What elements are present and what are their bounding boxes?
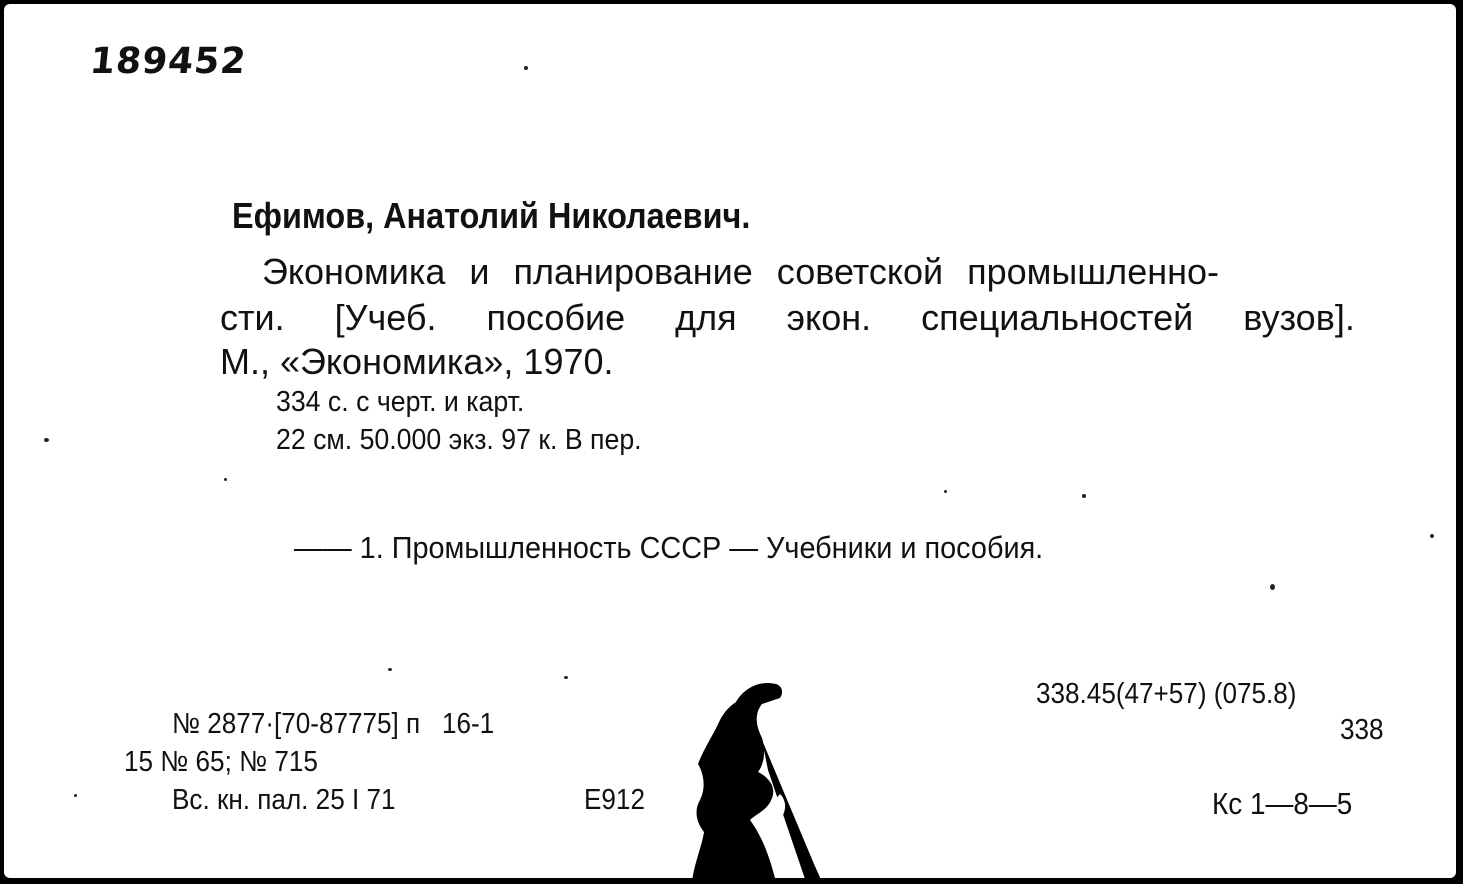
publication-info: М., «Экономика», 1970. (220, 341, 614, 382)
udc-classification: 338.45(47+57) (075.8) (1036, 678, 1297, 710)
ink-speck (1430, 534, 1434, 538)
ink-speck (388, 668, 392, 671)
author-sign: Е912 (584, 784, 645, 816)
bbk-code: 338 (1340, 714, 1384, 746)
handwritten-inventory-number: 189452 (87, 41, 249, 82)
ink-speck (44, 438, 49, 442)
ink-speck (524, 66, 528, 70)
ink-blot-stain (684, 674, 834, 884)
ink-speck (944, 490, 947, 493)
ink-speck (1270, 584, 1275, 590)
ink-speck (74, 794, 77, 797)
physical-description: 334 с. с черт. и карт. (276, 386, 525, 418)
author-heading: Ефимов, Анатолий Николаевич. (232, 195, 751, 236)
ink-speck (1082, 494, 1086, 498)
catalog-card (4, 4, 1456, 878)
ink-speck (564, 676, 568, 679)
order-numbers: 15 № 65; № 715 (124, 746, 318, 778)
title-line-1: Экономика и планирование советской промышленно- (262, 251, 1219, 292)
edition-description: 22 см. 50.000 экз. 97 к. В пер. (276, 424, 642, 456)
subject-heading: —— 1. Промышленность СССР — Учебники и пособия. (294, 530, 1044, 565)
ink-speck (224, 478, 227, 481)
card-catalog-code: Кс 1—8—5 (1212, 786, 1353, 821)
chamber-reference: Вс. кн. пал. 25 I 71 (172, 784, 396, 816)
registration-number: № 2877·[70-87775] п 16-1 (172, 708, 495, 740)
title-line-2: сти. [Учеб. пособие для экон. специальностей вузов]. (220, 297, 1355, 338)
